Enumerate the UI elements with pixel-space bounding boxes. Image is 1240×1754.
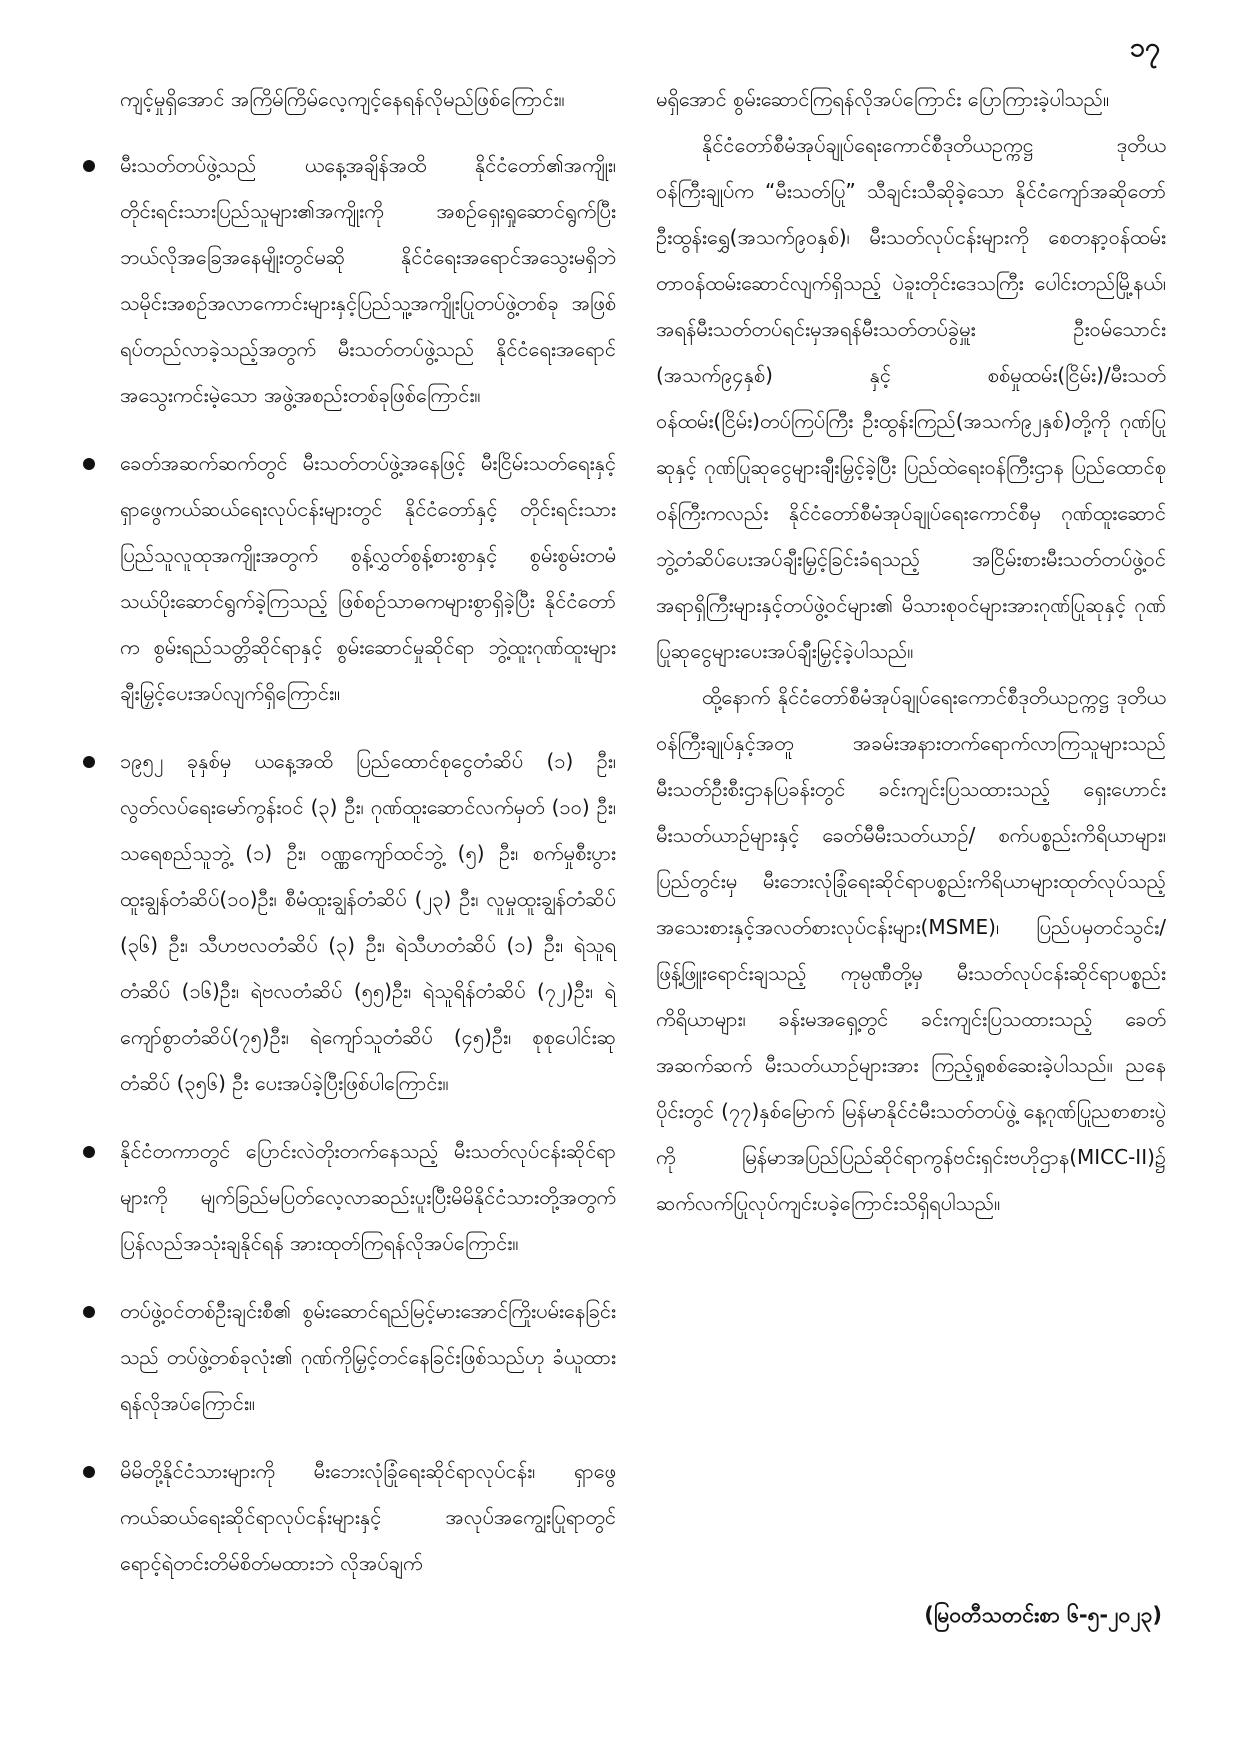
bullet-item <box>96 738 616 1106</box>
bullet-text: တပ်ဖွဲ့ဝင်တစ်ဦးချင်းစီ၏ စွမ်းဆောင်ရည်မြင့်မားအောင်ကြိုးပမ်းနေခြင်းသည် တပ်ဖွဲ့တစ်ခုလုံး၏ ဂုဏ်ကိုမြှင့်တင်နေခြင်းဖြစ်သည်ဟု ခံယူထားရန်လိုအပ်ကြောင်း။ <box>120 1299 616 1415</box>
bullet-dot-icon <box>83 1146 95 1158</box>
right-column <box>656 76 1166 1226</box>
bullet-text: မိမိတို့နိုင်ငံသားများကို မီးဘေးလုံခြုံရေးဆိုင်ရာလုပ်ငန်း၊ ရှာဖွေကယ်ဆယ်ရေးဆိုင်ရာလုပ်ငန်းများနှင့် အလုပ်အကျွေးပြုရာတွင် ရောင့်ရဲတင်းတိမ်စိတ်မထားဘဲ လိုအပ်ချက် <box>120 1459 616 1575</box>
bullet-dot-icon <box>83 160 95 172</box>
bullet-item <box>96 440 616 716</box>
bullet-item <box>96 1288 616 1426</box>
bullet-item <box>96 142 616 418</box>
bullet-dot-icon <box>83 756 95 768</box>
award-paragraph: နိုင်ငံတော်စီမံအုပ်ချုပ်ရေးကောင်စီဒုတိယဥက္ကဋ္ဌ ဒုတိယဝန်ကြီးချုပ်က “မီးသတ်ပြု” သီချင်းသီဆိုခဲ့သော နိုင်ငံကျော်အဆိုတော် ဦးထွန်းရွှေ(အသက်၉၀နှစ်)၊ မီးသတ်လုပ်ငန်းများကို စေတနာ့ဝန်ထမ်း တာဝန်ထမ်းဆောင်လျက်ရှိသည့် ပဲခူးတိုင်းဒေသကြီး ပေါင်းတည်မြို့နယ်၊ အရန်မီးသတ်တပ်ရင်းမှအရန်မီးသတ်တပ်ခွဲမှူး ဦးဝမ်သောင်း (အသက်၉၄နှစ်) နှင့် စစ်မှုထမ်း(ငြိမ်း)/မီးသတ်ဝန်ထမ်း(ငြိမ်း)တပ်ကြပ်ကြီး ဦးထွန်းကြည်(အသက်၉၂နှစ်)တို့ကို ဂုဏ်ပြုဆုနှင့် ဂုဏ်ပြုဆုငွေများချီးမြှင့်ခဲ့ပြီး ပြည်ထဲရေးဝန်ကြီးဌာန ပြည်ထောင်စုဝန်ကြီးကလည်း နိုင်ငံတော်စီမံအုပ်ချုပ်ရေးကောင်စီမှ ဂုဏ်ထူးဆောင်ဘွဲ့တံဆိပ်ပေးအပ်ချီးမြှင့်ခြင်းခံရသည့် အငြိမ်းစားမီးသတ်တပ်ဖွဲ့ဝင်အရာရှိကြီးများနှင့်တပ်ဖွဲ့ဝင်များ၏ မိသားစုဝင်များအားဂုဏ်ပြုဆုနှင့် ဂုဏ်ပြုဆုငွေများပေးအပ်ချီးမြှင့်ခဲ့ပါသည်။ <box>656 133 1166 663</box>
bullet-text: နိုင်ငံတကာတွင် ပြောင်းလဲတိုးတက်နေသည့် မီးသတ်လုပ်ငန်းဆိုင်ရာများကို မျက်ခြည်မပြတ်လေ့လာဆည်းပူးပြီးမိမိနိုင်ငံသားတို့အတွက် ပြန်လည်အသုံးချနိုင်ရန် အားထုတ်ကြရန်လိုအပ်ကြောင်း။ <box>120 1139 616 1255</box>
bullet-text: ၁၉၅၂ ခုနှစ်မှ ယနေ့အထိ ပြည်ထောင်စုငွေတံဆိပ် (၁) ဦး၊ လွတ်လပ်ရေးမော်ကွန်းဝင် (၃) ဦး၊ ဂုဏ်ထူးဆောင်လက်မှတ် (၁၀) ဦး၊ သရေစည်သူဘွဲ့ (၁) ဦး၊ ဝဏ္ဏကျော်ထင်ဘွဲ့ (၅) ဦး၊ စက်မှုစီးပွားထူးချွန်တံဆိပ်(၁၀)ဦး၊ စီမံထူးချွန်တံဆိပ် (၂၃) ဦး၊ လူမှုထူးချွန်တံဆိပ် (၃၆) ဦး၊ သီဟဗလတံဆိပ် (၃) ဦး၊ ရဲသီဟတံဆိပ် (၁) ဦး၊ ရဲသူရတံဆိပ် (၁၆)ဦး၊ ရဲဗလတံဆိပ် (၅၅)ဦး၊ ရဲသူရိန်တံဆိပ် (၇၂)ဦး၊ ရဲကျော်စွာတံဆိပ်(၇၅)ဦး၊ ရဲကျော်သူတံဆိပ် (၄၅)ဦး၊ စုစုပေါင်းဆုတံဆိပ် (၃၅၆) ဦး ပေးအပ်ခဲ့ပြီးဖြစ်ပါကြောင်း။ <box>120 749 616 1095</box>
bullet-item <box>96 1128 616 1266</box>
bullet-dot-icon <box>83 1306 95 1318</box>
right-continuation-text: မရှိအောင် စွမ်းဆောင်ကြရန်လိုအပ်ကြောင်း ပြောကြားခဲ့ပါသည်။ <box>656 87 1110 111</box>
page-number: ၁၇ <box>1129 32 1160 63</box>
source-citation: (မြဝတီသတင်းစာ ၆-၅-၂၀၂၃) <box>924 1603 1162 1627</box>
left-continuation-text: ကျင့်မှုရှိအောင် အကြိမ်ကြိမ်လေ့ကျင့်နေရန်လိုမည်ဖြစ်ကြောင်း။ <box>120 87 565 111</box>
bullet-text: ခေတ်အဆက်ဆက်တွင် မီးသတ်တပ်ဖွဲ့အနေဖြင့် မီးငြိမ်းသတ်ရေးနှင့် ရှာဖွေကယ်ဆယ်ရေးလုပ်ငန်းများတွင် နိုင်ငံတော်နှင့် တိုင်းရင်းသားပြည်သူလူထုအကျိုးအတွက် စွန့်လွှတ်စွန့်စားစွာနှင့် စွမ်းစွမ်းတမံသယ်ပိုးဆောင်ရွက်ခဲ့ကြသည့် ဖြစ်စဉ်သာဓကများစွာရှိခဲ့ပြီး နိုင်ငံတော်က စွမ်းရည်သတ္တိဆိုင်ရာနှင့် စွမ်းဆောင်မှုဆိုင်ရာ ဘွဲ့ထူးဂုဏ်ထူးများချီးမြှင့်ပေးအပ်လျက်ရှိကြောင်း။ <box>120 451 616 705</box>
bullet-item <box>96 1448 616 1586</box>
bullet-dot-icon <box>83 458 95 470</box>
bullet-list <box>96 142 616 1586</box>
left-column <box>96 76 616 1608</box>
bullet-text: မီးသတ်တပ်ဖွဲ့သည် ယနေ့အချိန်အထိ နိုင်ငံတော်၏အကျိုး၊ တိုင်းရင်းသားပြည်သူများ၏အကျိုးကို အစဉ်ရှေးရှုဆောင်ရွက်ပြီး ဘယ်လိုအခြေအနေမျိုးတွင်မဆို နိုင်ငံရေးအရောင်အသွေးမရှိဘဲ သမိုင်းအစဉ်အလာကောင်းများနှင့်ပြည်သူ့အကျိုးပြုတပ်ဖွဲ့တစ်ခု အဖြစ်ရပ်တည်လာခဲ့သည့်အတွက် မီးသတ်တပ်ဖွဲ့သည် နိုင်ငံရေးအရောင်အသွေးကင်းမဲ့သော အဖွဲ့အစည်းတစ်ခုဖြစ်ကြောင်း။ <box>120 153 616 407</box>
exhibition-paragraph: ထို့နောက် နိုင်ငံတော်စီမံအုပ်ချုပ်ရေးကောင်စီဒုတိယဥက္ကဋ္ဌ ဒုတိယဝန်ကြီးချုပ်နှင့်အတူ အခမ်းအနားတက်ရောက်လာကြသူများသည် မီးသတ်ဦးစီးဌာနပြခန်းတွင် ခင်းကျင်းပြသထားသည့် ရှေးဟောင်းမီးသတ်ယာဉ်များနှင့် ခေတ်မီမီးသတ်ယာဉ်/ စက်ပစ္စည်းကိရိယာများ၊ ပြည်တွင်းမှ မီးဘေးလုံခြုံရေးဆိုင်ရာပစ္စည်းကိရိယာများထုတ်လုပ်သည့် အသေးစားနှင့်အလတ်စားလုပ်ငန်းများ(MSME)၊ ပြည်ပမှတင်သွင်း/ ဖြန့်ဖြူးရောင်းချသည့် ကုမ္ပဏီတို့မှ မီးသတ်လုပ်ငန်းဆိုင်ရာပစ္စည်းကိရိယာများ၊ ခန်းမအရှေ့တွင် ခင်းကျင်းပြသထားသည့် ခေတ်အဆက်ဆက် မီးသတ်ယာဉ်များအား ကြည့်ရှုစစ်ဆေးခဲ့ပါသည်။ ညနေပိုင်းတွင် (၇၇)နှစ်မြောက် မြန်မာနိုင်ငံမီးသတ်တပ်ဖွဲ့ နေ့ဂုဏ်ပြုညစာစားပွဲကို မြန်မာအပြည်ပြည်ဆိုင်ရာကွန်ဗင်းရှင်းဗဟိုဌာန(MICC-II)၌ ဆက်လက်ပြုလုပ်ကျင်းပခဲ့ကြောင်းသိရှိရပါသည်။ <box>656 685 1166 1215</box>
bullet-dot-icon <box>83 1466 95 1478</box>
